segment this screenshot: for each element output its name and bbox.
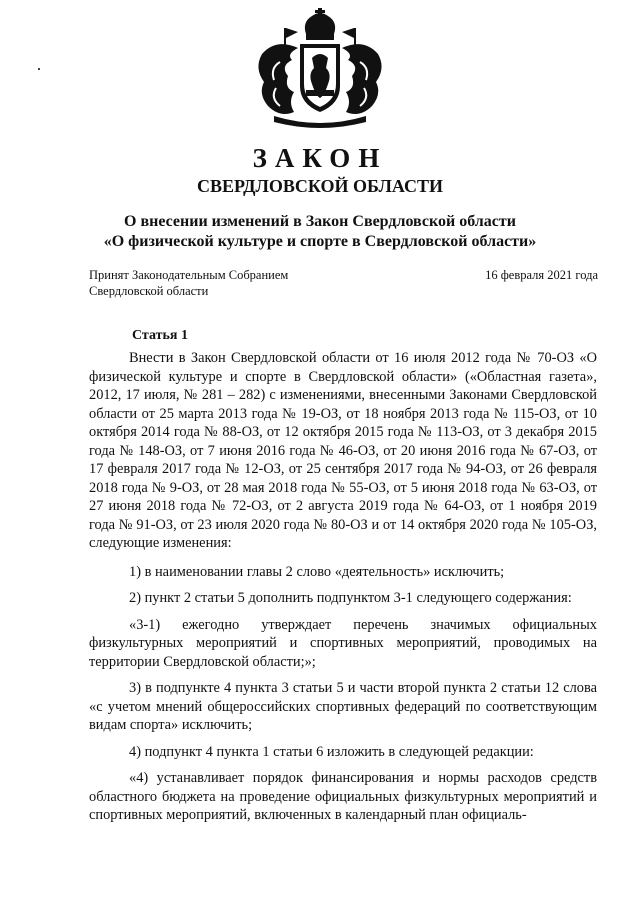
article-paragraph: 1) в наименовании главы 2 слово «деятельность» исключить; xyxy=(129,563,505,580)
adoption-body xyxy=(89,267,288,299)
coat-of-arms-emblem xyxy=(240,8,400,128)
adoption-line-2: Свердловской области xyxy=(89,284,209,298)
adoption-date: 16 февраля 2021 года xyxy=(485,268,598,282)
article-body xyxy=(89,349,597,833)
subject-line-1: О внесении изменений в Закон Свердловской области xyxy=(124,213,516,230)
article-paragraph: Внести в Закон Свердловской области от 16 июля 2012 года № 70-ОЗ «О физической культуре и спорте в Свердловской области» («Областная газета», 2012, 17 июля, № 281 – 282) с изменениями, внесенными Законами Свердловской области от 25 марта 2013 года № 19-ОЗ, от 18 ноября 2013 года № 115-ОЗ, от 10 октября 2014 года № 88-ОЗ, от 12 октября 2015 года № 113-ОЗ, от 3 декабря 2015 года № 148-ОЗ, от 7 июня 2016 года № 46-ОЗ, от 20 июня 2016 года № 67-ОЗ, от 17 февраля 2017 года № 12-ОЗ, от 25 сентября 2017 года № 94-ОЗ, от 26 февраля 2018 года № 9-ОЗ, от 28 мая 2018 года № 55-ОЗ, от 5 июня 2018 года № 63-ОЗ, от 27 июня 2018 года № 72-ОЗ, от 2 августа 2019 года № 64-ОЗ, от 1 ноября 2019 года № 91-ОЗ, от 23 июля 2020 года № 80-ОЗ и от 14 октября 2020 года № 105-ОЗ, следующие изменения: xyxy=(89,350,597,551)
article-heading: Статья 1 xyxy=(132,328,188,343)
law-region: СВЕРДЛОВСКОЙ ОБЛАСТИ xyxy=(197,176,443,196)
scan-speck xyxy=(38,68,40,70)
article-paragraph: «3-1) ежегодно утверждает перечень значимых официальных физкультурных мероприятий и спортивных мероприятий, проводимых на территории Свердловской области;»; xyxy=(89,616,597,670)
adoption-line-1: Принят Законодательным Собранием xyxy=(89,268,289,282)
subject-line-2: «О физической культуре и спорте в Свердловской области» xyxy=(103,233,537,250)
law-title: ЗАКОН xyxy=(252,143,388,173)
article-paragraph: 2) пункт 2 статьи 5 дополнить подпунктом 3-1 следующего содержания: xyxy=(129,590,572,606)
article-paragraph: «4) устанавливает порядок финансирования и нормы расходов средств областного бюджета на проведение официальных физкультурных мероприятий и спортивных мероприятий, включенных в календарный план официаль- xyxy=(89,770,597,823)
article-paragraph: 4) подпункт 4 пункта 1 статьи 6 изложить в следующей редакции: xyxy=(129,743,534,760)
law-subject xyxy=(60,212,580,252)
article-paragraph: 3) в подпункте 4 пункта 3 статьи 5 и части второй пункта 2 статьи 12 слова «с учетом мнений общероссийских спортивных федераций по соответствующим видам спорта» исключить; xyxy=(89,680,597,733)
